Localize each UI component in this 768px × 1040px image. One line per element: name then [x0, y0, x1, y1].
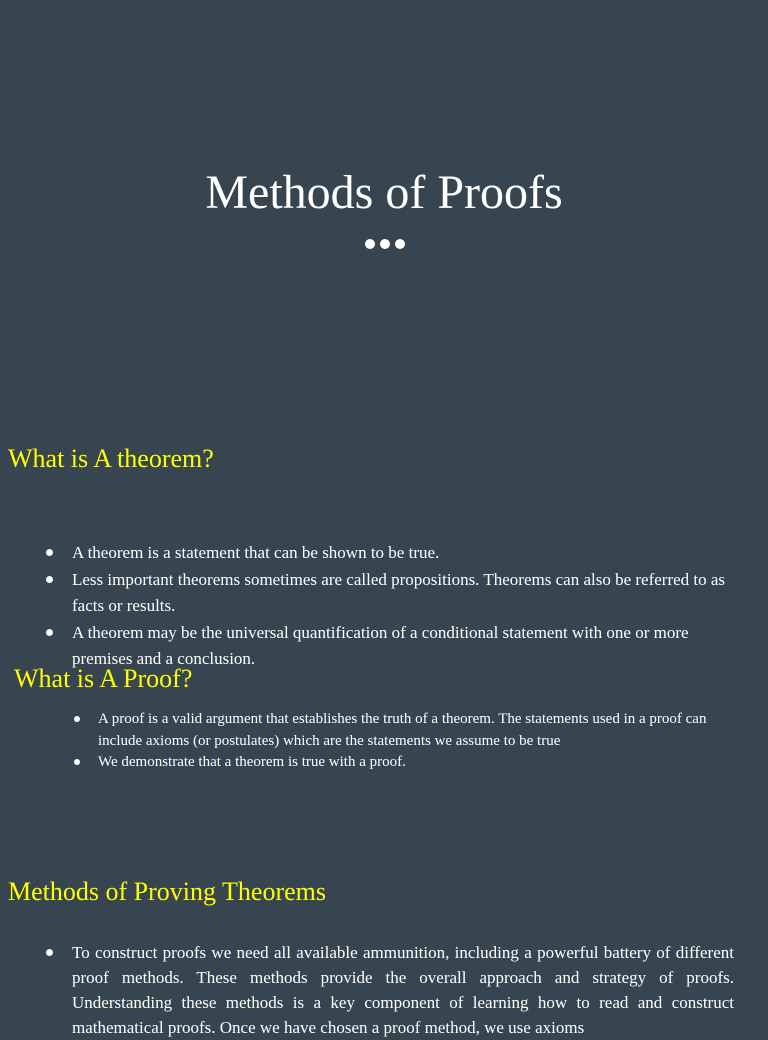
bullet-text: A theorem may be the universal quantification of a conditional statement with one or more premises and a conclusion. — [72, 622, 689, 668]
bullet-text: A theorem is a statement that can be shown to be true. — [72, 543, 440, 562]
methods-heading: Methods of Proving Theorems — [8, 877, 326, 906]
bullet-text: Less important theorems sometimes are called propositions. Theorems can also be referred to as facts or results. — [72, 569, 726, 615]
list-item — [72, 540, 742, 567]
title-dots-decoration — [365, 238, 405, 250]
bullet-text: To construct proofs we need all available ammunition, including a powerful battery of different proof methods. These methods provide the overall approach and strategy of proofs. Understanding these methods is a key component of learning how to read and construct mathematical proofs. Once we have chosen a proof method, we use axioms — [72, 943, 734, 1037]
proof-heading: What is A Proof? — [14, 664, 193, 693]
list-item — [72, 567, 742, 620]
bullet-icon — [46, 576, 53, 583]
slide-title: Methods of Proofs — [205, 166, 563, 219]
dot-icon — [395, 239, 405, 249]
methods-bullet-list — [72, 940, 734, 1040]
bullet-icon — [74, 716, 80, 722]
bullet-icon — [46, 629, 53, 636]
proof-bullet-list — [98, 709, 738, 774]
theorem-heading: What is A theorem? — [8, 444, 214, 473]
list-item — [98, 752, 738, 774]
list-item — [98, 709, 738, 752]
bullet-text: We demonstrate that a theorem is true with a proof. — [98, 754, 406, 770]
bullet-icon — [74, 759, 80, 765]
dot-icon — [380, 239, 390, 249]
bullet-icon — [46, 949, 53, 956]
list-item — [72, 940, 734, 1040]
theorem-bullet-list — [72, 540, 742, 673]
bullet-icon — [46, 549, 53, 556]
dot-icon — [365, 239, 375, 249]
bullet-text: A proof is a valid argument that establishes the truth of a theorem. The statements used in a proof can include axioms (or postulates) which are the statements we assume to be true — [98, 711, 707, 749]
